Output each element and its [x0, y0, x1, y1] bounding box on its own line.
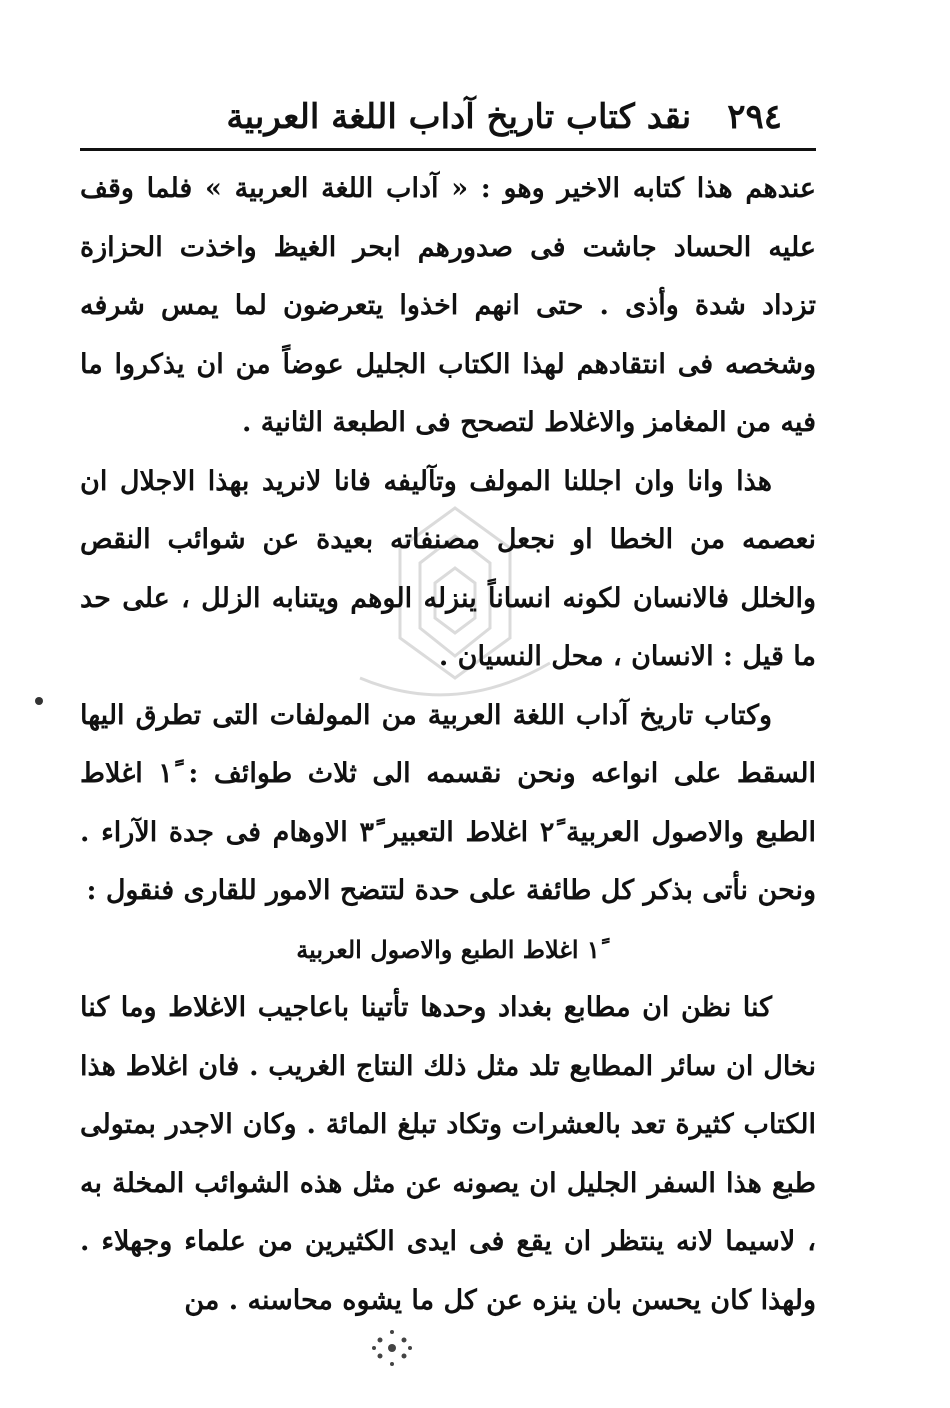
- page-body: [80, 160, 816, 1330]
- running-title: نقد كتاب تاريخ آداب اللغة العربية: [226, 97, 692, 137]
- paragraph-errors-overview: وكتاب تاريخ آداب اللغة العربية من المولفات التى تطرق اليها السقط على انواعه ونحن نقسمه الى ثلاث طوائف : ١ً اغلاط الطبع والاصول العربية ٢ً اغلاط التعبير ٣ً الاوهام فى جدة الآراء . ونحن نأتى بذكر كل طائفة على حدة لتتضح الامور للقارى فنقول :: [80, 699, 817, 906]
- section-heading: ١ً اغلاط الطبع والاصول العربية: [296, 934, 600, 964]
- paragraph-continuation: عندهم هذا كتابه الاخير وهو : « آداب اللغة العربية » فلما وقف عليه الحساد جاشت فى صدورهم ابحر الغيظ واخذت الحزازة تزداد شدة وأذى . حتى انهم اخذوا يتعرضون لما يمس شرفه وشخصه فى انتقادهم لهذا الكتاب الجليل عوضاً من ان يذكروا ما فيه من المغامز والاغلاط لتصحح فى الطبعة الثانية .: [80, 173, 816, 438]
- header-rule: [80, 148, 816, 151]
- page-number: ٢٩٤: [727, 97, 782, 137]
- paragraph-praise: هذا وانا وان اجللنا المولف وتآليفه فانا لانريد بهذا الاجلال ان نعصمه من الخطا او نجعل مصنفاته بعيدة عن شوائب النقص والخلل فالانسان لكونه انساناً ينزله الوهم ويتنابه الزلل ، على حد ما قيل : الانسان ، محل النسيان .: [80, 465, 816, 672]
- paragraph-printing-errors: كنا نظن ان مطابع بغداد وحدها تأتينا باعاجيب الاغلاط وما كنا نخال ان سائر المطابع تلد مثل ذلك النتاج الغريب . فان اغلاط هذا الكتاب كثيرة تعد بالعشرات وتكاد تبلغ المائة . وكان الاجدر بمتولى طبع هذا السفر الجليل ان يصونه عن مثل هذه الشوائب المخلة به ، لاسيما لانه ينتظر ان يقع فى ايدى الكثيرين من علماء وجهلاء . ولهذا كان يحسن بان ينزه عن كل ما يشوه محاسنه . من: [80, 992, 816, 1316]
- margin-mark: [35, 697, 43, 705]
- ornament-icon: [362, 1318, 422, 1378]
- page-header: [226, 92, 782, 142]
